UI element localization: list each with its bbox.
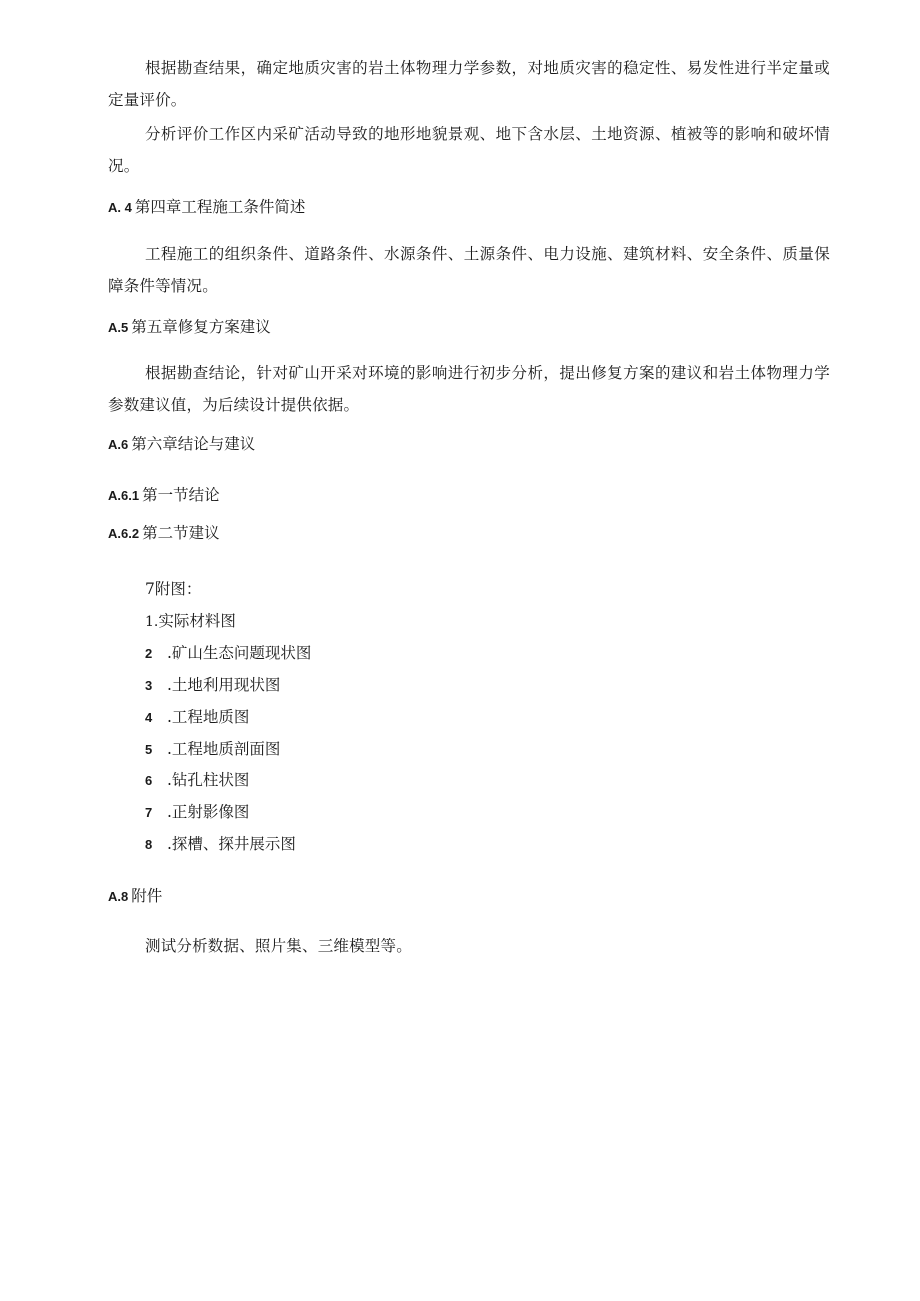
paragraph-mining-impact: 分析评价工作区内采矿活动导致的地形地貌景观、地下含水层、土地资源、植被等的影响和破坏情况。 — [108, 125, 830, 175]
heading-a4 — [108, 196, 305, 219]
list-item-number: 1. — [145, 614, 159, 630]
paragraph-geohazard-evaluation: 根据勘查结果，确定地质灾害的岩土体物理力学参数，对地质灾害的稳定性、易发性进行半定量或定量评价。 — [108, 59, 830, 109]
heading-text: 第一节结论 — [142, 486, 220, 504]
list-item — [145, 642, 311, 665]
heading-number: A.8 — [108, 889, 129, 904]
heading-number: A. 4 — [108, 200, 132, 215]
list-item-number: 5 — [145, 742, 153, 757]
heading-number: A.6.1 — [108, 488, 140, 503]
heading-a8 — [108, 885, 162, 908]
list-item — [145, 610, 236, 633]
paragraph-construction-conditions: 工程施工的组织条件、道路条件、水源条件、土源条件、电力设施、建筑材料、安全条件、质量保障条件等情况。 — [108, 245, 830, 295]
heading-number: A.6 — [108, 437, 129, 452]
list-item-number: 3 — [145, 678, 153, 693]
list-item — [145, 801, 249, 824]
list-item — [145, 738, 280, 761]
list-item — [145, 833, 296, 856]
heading-number: A.6.2 — [108, 526, 140, 541]
list-item — [145, 769, 249, 792]
list-item-text: 实际材料图 — [158, 612, 236, 630]
list-item-text: .工程地质剖面图 — [167, 740, 281, 758]
list-item-text: .工程地质图 — [167, 708, 250, 726]
list-item-text: .探槽、探井展示图 — [167, 835, 296, 853]
heading-text: 第二节建议 — [142, 524, 220, 542]
list-item-number: 4 — [145, 710, 153, 725]
list-item-number: 8 — [145, 837, 153, 852]
heading-number: A.5 — [108, 320, 129, 335]
list-item-text: .土地利用现状图 — [167, 676, 281, 694]
list-item-number: 7 — [145, 805, 153, 820]
list-item-number: 6 — [145, 773, 153, 788]
list-item-text: .钻孔柱状图 — [167, 771, 250, 789]
heading-a6 — [108, 433, 255, 456]
list-item-text: .正射影像图 — [167, 803, 250, 821]
heading-text: 第六章结论与建议 — [131, 435, 256, 453]
heading-a5 — [108, 316, 271, 339]
heading-text: 附件 — [131, 887, 163, 905]
heading-text: 第四章工程施工条件简述 — [134, 198, 306, 216]
paragraph-restoration-proposal: 根据勘查结论，针对矿山开采对环境的影响进行初步分析，提出修复方案的建议和岩土体物理力学参数建议值，为后续设计提供依据。 — [108, 364, 830, 414]
list-item-number: 2 — [145, 646, 153, 661]
heading-text: 第五章修复方案建议 — [131, 318, 271, 336]
heading-a61 — [108, 484, 220, 507]
heading-a62 — [108, 522, 220, 545]
list-item — [145, 706, 249, 729]
paragraph-appendix-contents: 测试分析数据、照片集、三维模型等。 — [145, 937, 412, 955]
list-item-text: .矿山生态问题现状图 — [167, 644, 312, 662]
attachments-title: 7附图： — [145, 580, 202, 598]
list-item — [145, 674, 280, 697]
